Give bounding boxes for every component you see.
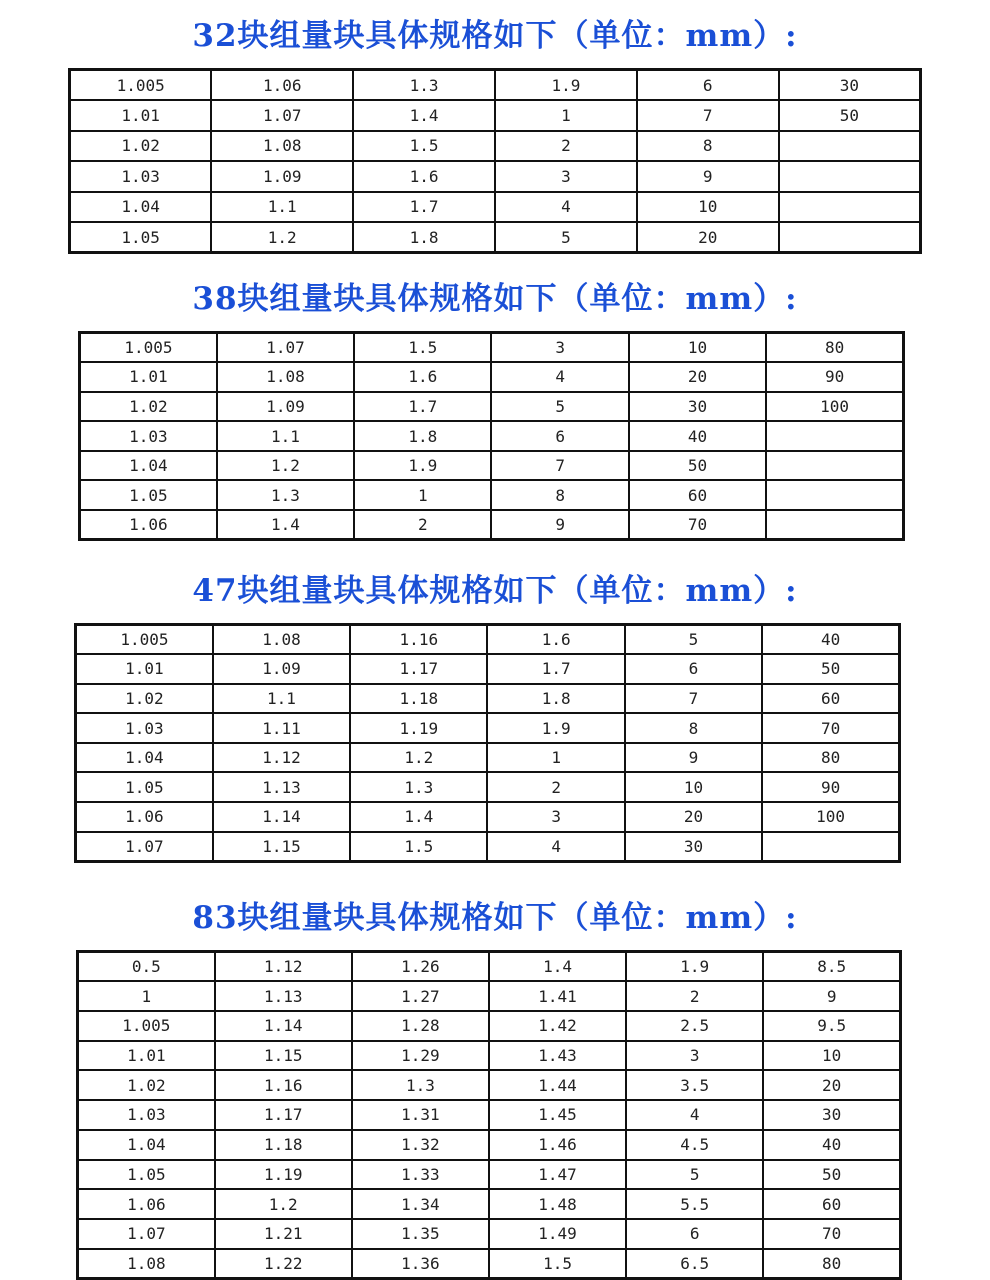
table-row — [76, 684, 900, 714]
table-cell: 50 — [779, 100, 921, 131]
table-cell — [779, 192, 921, 223]
table-cell: 1.3 — [217, 480, 354, 510]
table-cell: 40 — [762, 625, 899, 655]
table-cell — [766, 421, 903, 451]
spec-table-38 — [78, 331, 905, 541]
table-row — [78, 1160, 901, 1190]
table-cell: 1.18 — [350, 684, 487, 714]
table-cell: 1.4 — [489, 952, 626, 982]
table-cell: 8 — [625, 713, 762, 743]
table-cell: 1.05 — [70, 222, 212, 253]
table-cell: 40 — [629, 421, 766, 451]
table-cell: 20 — [629, 362, 766, 392]
table-cell: 1 — [487, 743, 624, 773]
table-cell: 1.6 — [354, 362, 491, 392]
table-cell: 4 — [491, 362, 628, 392]
table-cell: 100 — [766, 392, 903, 422]
table-cell: 1.02 — [80, 392, 217, 422]
table-cell: 80 — [762, 743, 899, 773]
table-row — [76, 625, 900, 655]
table-cell: 1.08 — [78, 1249, 215, 1279]
table-cell: 1.13 — [213, 772, 350, 802]
table-cell: 1.21 — [215, 1219, 352, 1249]
table-cell: 1.7 — [353, 192, 495, 223]
table-cell: 1.49 — [489, 1219, 626, 1249]
table-row — [80, 362, 904, 392]
table-cell: 5 — [625, 625, 762, 655]
table-cell: 1.12 — [215, 952, 352, 982]
table-cell: 1.43 — [489, 1041, 626, 1071]
table-cell: 60 — [763, 1189, 900, 1219]
table-cell: 30 — [625, 832, 762, 862]
table-cell: 80 — [766, 333, 903, 363]
table-cell: 1.08 — [213, 625, 350, 655]
table-cell: 1.04 — [76, 743, 213, 773]
table-cell: 1.01 — [78, 1041, 215, 1071]
table-row — [76, 802, 900, 832]
table-cell: 8.5 — [763, 952, 900, 982]
table-cell: 1.14 — [213, 802, 350, 832]
table-row — [70, 100, 921, 131]
table-cell: 5 — [491, 392, 628, 422]
table-cell: 1.01 — [80, 362, 217, 392]
table-cell: 1.2 — [215, 1189, 352, 1219]
table-cell: 1.3 — [352, 1070, 489, 1100]
table-cell: 1.07 — [78, 1219, 215, 1249]
table-cell: 1.07 — [76, 832, 213, 862]
table-cell: 1.46 — [489, 1130, 626, 1160]
table-cell: 1.41 — [489, 981, 626, 1011]
table-row — [78, 1100, 901, 1130]
table-cell: 1.48 — [489, 1189, 626, 1219]
table-cell: 6 — [637, 70, 779, 101]
table-row — [76, 772, 900, 802]
table-cell: 1.04 — [80, 451, 217, 481]
table-cell: 1.35 — [352, 1219, 489, 1249]
table-cell: 90 — [766, 362, 903, 392]
table-cell: 3 — [495, 161, 637, 192]
table-row — [70, 161, 921, 192]
table-cell: 1.03 — [76, 713, 213, 743]
table-cell — [779, 222, 921, 253]
table-cell: 1 — [78, 981, 215, 1011]
table-cell: 1.31 — [352, 1100, 489, 1130]
table-cell: 1.47 — [489, 1160, 626, 1190]
table-cell: 1 — [354, 480, 491, 510]
table-cell: 1.22 — [215, 1249, 352, 1279]
spec-table-32 — [68, 68, 922, 254]
table-cell: 1.09 — [217, 392, 354, 422]
table-cell: 1.5 — [353, 131, 495, 162]
table-cell: 1.005 — [80, 333, 217, 363]
table-cell: 1.15 — [213, 832, 350, 862]
table-cell: 1.14 — [215, 1011, 352, 1041]
table-cell: 3.5 — [626, 1070, 763, 1100]
table-cell: 2 — [626, 981, 763, 1011]
table-row — [80, 480, 904, 510]
table-cell — [766, 480, 903, 510]
table-cell: 1.02 — [76, 684, 213, 714]
table-cell: 6.5 — [626, 1249, 763, 1279]
table-cell: 2 — [487, 772, 624, 802]
table-cell: 30 — [629, 392, 766, 422]
table-row — [78, 1189, 901, 1219]
table-cell: 1.15 — [215, 1041, 352, 1071]
table-row — [76, 832, 900, 862]
table-cell: 7 — [625, 684, 762, 714]
table-row — [78, 1041, 901, 1071]
table-cell: 1.09 — [213, 654, 350, 684]
table-cell: 1.04 — [70, 192, 212, 223]
table-cell: 1.12 — [213, 743, 350, 773]
table-cell — [779, 161, 921, 192]
table-row — [70, 222, 921, 253]
table-cell: 1.005 — [78, 1011, 215, 1041]
table-cell: 1.26 — [352, 952, 489, 982]
table-cell: 1.17 — [215, 1100, 352, 1130]
table-cell: 2.5 — [626, 1011, 763, 1041]
table-row — [80, 451, 904, 481]
section-title-47: 47块组量块具体规格如下（单位：mm）: — [192, 573, 798, 609]
table-cell: 6 — [626, 1219, 763, 1249]
table-cell: 100 — [762, 802, 899, 832]
table-cell: 70 — [762, 713, 899, 743]
table-row — [70, 70, 921, 101]
table-row — [80, 510, 904, 540]
table-row — [76, 713, 900, 743]
table-cell: 2 — [354, 510, 491, 540]
table-cell: 70 — [763, 1219, 900, 1249]
table-cell — [766, 451, 903, 481]
table-cell: 1.2 — [217, 451, 354, 481]
table-cell: 1.005 — [76, 625, 213, 655]
table-cell: 1.19 — [215, 1160, 352, 1190]
table-cell: 1.2 — [211, 222, 353, 253]
table-cell: 1.02 — [70, 131, 212, 162]
table-cell: 1.1 — [211, 192, 353, 223]
table-cell: 1.08 — [211, 131, 353, 162]
table-cell: 7 — [491, 451, 628, 481]
table-cell: 1.03 — [78, 1100, 215, 1130]
table-cell: 4 — [487, 832, 624, 862]
table-cell: 1.28 — [352, 1011, 489, 1041]
table-cell — [779, 131, 921, 162]
table-cell: 1.42 — [489, 1011, 626, 1041]
table-cell: 1.05 — [76, 772, 213, 802]
table-cell — [766, 510, 903, 540]
table-cell: 1.11 — [213, 713, 350, 743]
table-row — [76, 654, 900, 684]
table-cell: 6 — [491, 421, 628, 451]
table-cell: 8 — [491, 480, 628, 510]
table-cell: 1.16 — [215, 1070, 352, 1100]
table-cell: 1.8 — [353, 222, 495, 253]
table-cell: 1.6 — [353, 161, 495, 192]
table-cell: 1.01 — [70, 100, 212, 131]
table-cell: 60 — [762, 684, 899, 714]
table-cell: 3 — [487, 802, 624, 832]
table-cell: 1.03 — [80, 421, 217, 451]
table-row — [70, 131, 921, 162]
table-cell: 50 — [629, 451, 766, 481]
table-cell: 1.1 — [213, 684, 350, 714]
table-cell: 1.29 — [352, 1041, 489, 1071]
spec-table-83 — [76, 950, 902, 1280]
table-cell: 9 — [625, 743, 762, 773]
table-row — [80, 333, 904, 363]
table-cell: 1.06 — [76, 802, 213, 832]
table-cell: 10 — [625, 772, 762, 802]
table-cell: 1.9 — [495, 70, 637, 101]
table-cell: 70 — [629, 510, 766, 540]
table-cell: 10 — [763, 1041, 900, 1071]
table-cell: 1.44 — [489, 1070, 626, 1100]
table-row — [78, 1249, 901, 1279]
table-cell: 1.16 — [350, 625, 487, 655]
table-cell — [762, 832, 899, 862]
table-cell: 1.17 — [350, 654, 487, 684]
table-cell: 1.02 — [78, 1070, 215, 1100]
table-cell: 1.5 — [350, 832, 487, 862]
table-cell: 1.04 — [78, 1130, 215, 1160]
table-cell: 1.5 — [489, 1249, 626, 1279]
table-cell: 30 — [763, 1100, 900, 1130]
table-cell: 1.08 — [217, 362, 354, 392]
table-cell: 3 — [491, 333, 628, 363]
table-cell: 1.45 — [489, 1100, 626, 1130]
table-cell: 1.13 — [215, 981, 352, 1011]
table-row — [78, 1219, 901, 1249]
table-cell: 1.8 — [487, 684, 624, 714]
table-cell: 20 — [763, 1070, 900, 1100]
table-cell: 1.6 — [487, 625, 624, 655]
table-cell: 5 — [626, 1160, 763, 1190]
table-cell: 5.5 — [626, 1189, 763, 1219]
table-row — [78, 1011, 901, 1041]
table-cell: 10 — [637, 192, 779, 223]
table-cell: 20 — [637, 222, 779, 253]
table-cell: 4 — [626, 1100, 763, 1130]
section-title-83: 83块组量块具体规格如下（单位：mm）: — [192, 900, 798, 936]
section-title-32: 32块组量块具体规格如下（单位：mm）: — [192, 18, 798, 54]
table-cell: 1.9 — [626, 952, 763, 982]
table-row — [78, 1070, 901, 1100]
table-cell: 1.1 — [217, 421, 354, 451]
spec-table-47 — [74, 623, 901, 863]
table-cell: 0.5 — [78, 952, 215, 982]
table-cell: 7 — [637, 100, 779, 131]
table-cell: 1.27 — [352, 981, 489, 1011]
table-cell: 9 — [491, 510, 628, 540]
table-cell: 2 — [495, 131, 637, 162]
table-cell: 1.8 — [354, 421, 491, 451]
table-cell: 60 — [629, 480, 766, 510]
table-cell: 1.05 — [80, 480, 217, 510]
table-cell: 4.5 — [626, 1130, 763, 1160]
table-row — [78, 981, 901, 1011]
table-cell: 1.4 — [217, 510, 354, 540]
table-cell: 1.4 — [353, 100, 495, 131]
table-row — [76, 743, 900, 773]
table-cell: 80 — [763, 1249, 900, 1279]
table-cell: 1.33 — [352, 1160, 489, 1190]
table-cell: 1.01 — [76, 654, 213, 684]
table-cell: 30 — [779, 70, 921, 101]
table-cell: 1 — [495, 100, 637, 131]
table-cell: 1.32 — [352, 1130, 489, 1160]
table-cell: 10 — [629, 333, 766, 363]
table-cell: 1.18 — [215, 1130, 352, 1160]
table-cell: 1.06 — [80, 510, 217, 540]
table-cell: 1.2 — [350, 743, 487, 773]
table-cell: 3 — [626, 1041, 763, 1071]
table-cell: 6 — [625, 654, 762, 684]
table-cell: 8 — [637, 131, 779, 162]
table-cell: 1.3 — [353, 70, 495, 101]
section-title-38: 38块组量块具体规格如下（单位：mm）: — [192, 281, 798, 317]
table-cell: 1.4 — [350, 802, 487, 832]
table-cell: 1.05 — [78, 1160, 215, 1190]
table-cell: 1.005 — [70, 70, 212, 101]
table-cell: 1.36 — [352, 1249, 489, 1279]
table-cell: 1.7 — [354, 392, 491, 422]
table-cell: 1.7 — [487, 654, 624, 684]
table-cell: 1.07 — [211, 100, 353, 131]
table-row — [70, 192, 921, 223]
table-cell: 5 — [495, 222, 637, 253]
table-cell: 1.07 — [217, 333, 354, 363]
table-row — [80, 392, 904, 422]
table-cell: 9 — [763, 981, 900, 1011]
table-row — [80, 421, 904, 451]
table-cell: 1.9 — [487, 713, 624, 743]
table-cell: 1.09 — [211, 161, 353, 192]
table-cell: 90 — [762, 772, 899, 802]
table-cell: 1.3 — [350, 772, 487, 802]
table-cell: 1.5 — [354, 333, 491, 363]
table-cell: 1.06 — [211, 70, 353, 101]
table-cell: 1.9 — [354, 451, 491, 481]
table-cell: 1.06 — [78, 1189, 215, 1219]
table-row — [78, 1130, 901, 1160]
table-cell: 1.19 — [350, 713, 487, 743]
table-cell: 1.03 — [70, 161, 212, 192]
table-cell: 9.5 — [763, 1011, 900, 1041]
table-cell: 50 — [762, 654, 899, 684]
table-cell: 20 — [625, 802, 762, 832]
table-row — [78, 952, 901, 982]
table-cell: 1.34 — [352, 1189, 489, 1219]
table-cell: 9 — [637, 161, 779, 192]
table-cell: 40 — [763, 1130, 900, 1160]
table-cell: 4 — [495, 192, 637, 223]
table-cell: 50 — [763, 1160, 900, 1190]
